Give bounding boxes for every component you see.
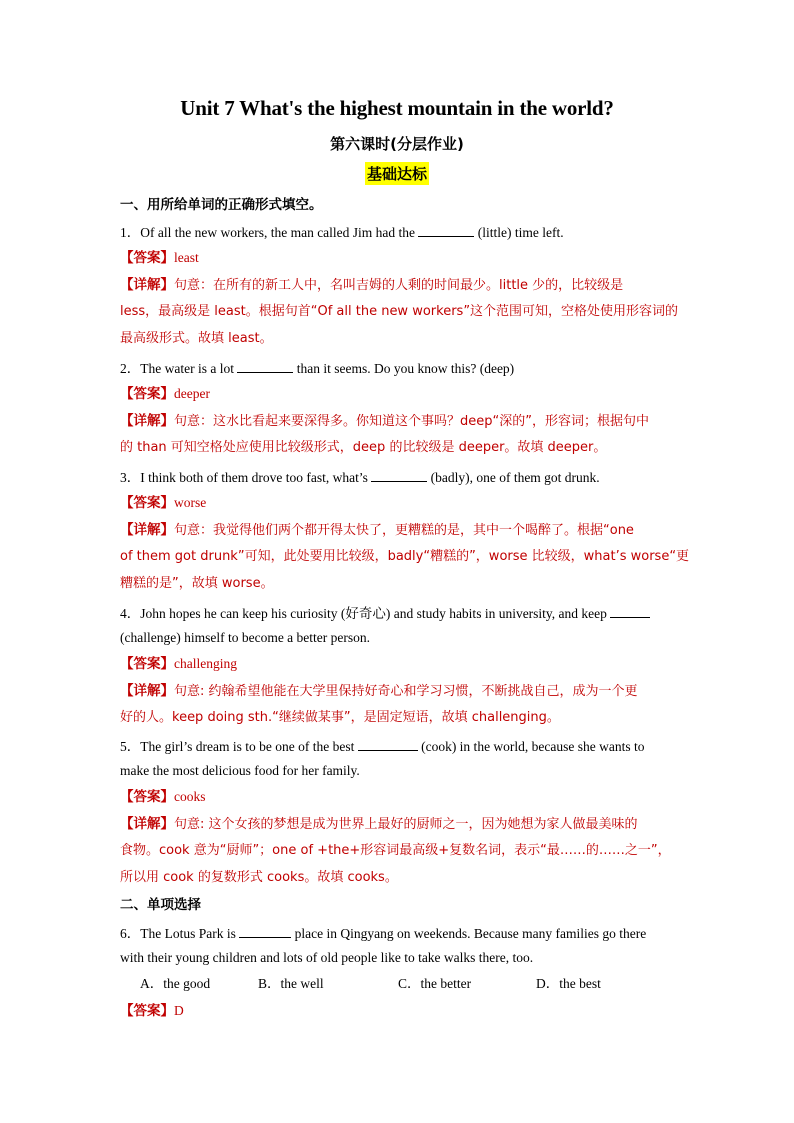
level-badge: 基础达标 [365, 162, 429, 185]
option-c: C．the better [398, 976, 472, 991]
detail-2-line-2: 的 than 可知空格处应使用比较级形式，deep 的比较级是 deeper。故填 deeper。 [120, 440, 607, 455]
detail-3-line-2: of them got drunk”可知，此处要用比较级，badly“糟糕的”，worse 比较级，what’s worse“更 [120, 549, 690, 564]
detail-2: 【详解】句意：这水比看起来要深得多。你知道这个事吗？deep“深的”，形容词；根据句中 [120, 413, 649, 429]
detail-3: 【详解】句意：我觉得他们两个都开得太快了，更糟糕的是，其中一个喝醉了。根据“one [120, 522, 634, 538]
detail-5: 【详解】句意: 这个女孩的梦想是成为世界上最好的厨师之一，因为她想为家人做最美味的 [120, 816, 638, 832]
answer-blank [239, 923, 291, 938]
answer-2: 【答案】deeper [120, 386, 210, 402]
answer-5: 【答案】cooks [120, 789, 206, 805]
detail-4: 【详解】句意: 约翰希望他能在大学里保持好奇心和学习习惯，不断挑战自己，成为一个更 [120, 683, 638, 699]
detail-4-line-2: 好的人。keep doing sth.“继续做某事”，是固定短语，故填 challenging。 [120, 710, 560, 725]
question-6: 6．The Lotus Park is place in Qingyang on weekends. Because many families go there [120, 923, 680, 943]
section-heading-1: 一、用所给单词的正确形式填空。 [120, 197, 323, 213]
lesson-subtitle: 第六课时(分层作业) [330, 135, 464, 153]
answer-1: 【答案】least [120, 250, 199, 266]
question-1: 1．Of all the new workers, the man called Jim had the (little) time left. [120, 222, 680, 242]
question-2: 2．The water is a lot than it seems. Do you know this? (deep) [120, 358, 680, 378]
answer-blank [237, 358, 293, 373]
option-a: A．the good [140, 976, 211, 991]
question-3: 3．I think both of them drove too fast, what’s (badly), one of them got drunk. [120, 467, 680, 487]
answer-6: 【答案】D [120, 1003, 184, 1019]
detail-1: 【详解】句意：在所有的新工人中，名叫吉姆的人剩的时间最少。little 少的，比较级是 [120, 277, 624, 293]
question-5-line-2: make the most delicious food for her family. [120, 763, 360, 778]
answer-blank [418, 222, 474, 237]
question-6-line-2: with their young children and lots of old people like to take walks there, too. [120, 950, 534, 965]
detail-5-line-2: 食物。cook 意为“厨师”；one of +the+形容词最高级+复数名词，表示“最……的……之一”， [120, 843, 671, 858]
answer-blank [610, 603, 650, 618]
question-4-line-2: (challenge) himself to become a better person. [120, 630, 371, 645]
detail-1-line-2: less，最高级是 least。根据句首“Of all the new workers”这个范围可知，空格处使用形容词的 [120, 304, 679, 319]
answer-blank [371, 467, 427, 482]
option-d: D．the best [536, 976, 601, 991]
option-b: B．the well [258, 976, 324, 991]
answer-blank [358, 736, 418, 751]
answer-3: 【答案】worse [120, 495, 207, 511]
detail-1-line-3: 最高级形式。故填 least。 [120, 331, 273, 346]
question-4: 4．John hopes he can keep his curiosity (好奇心) and study habits in university, and keep [120, 603, 680, 623]
unit-title: Unit 7 What's the highest mountain in the world? [180, 96, 614, 120]
question-5: 5．The girl’s dream is to be one of the best (cook) in the world, because she wants to [120, 736, 680, 756]
answer-4: 【答案】challenging [120, 656, 237, 672]
detail-3-line-3: 糟糕的是”，故填 worse。 [120, 576, 274, 591]
detail-5-line-3: 所以用 cook 的复数形式 cooks。故填 cooks。 [120, 870, 398, 885]
section-heading-2: 二、单项选择 [120, 897, 201, 913]
